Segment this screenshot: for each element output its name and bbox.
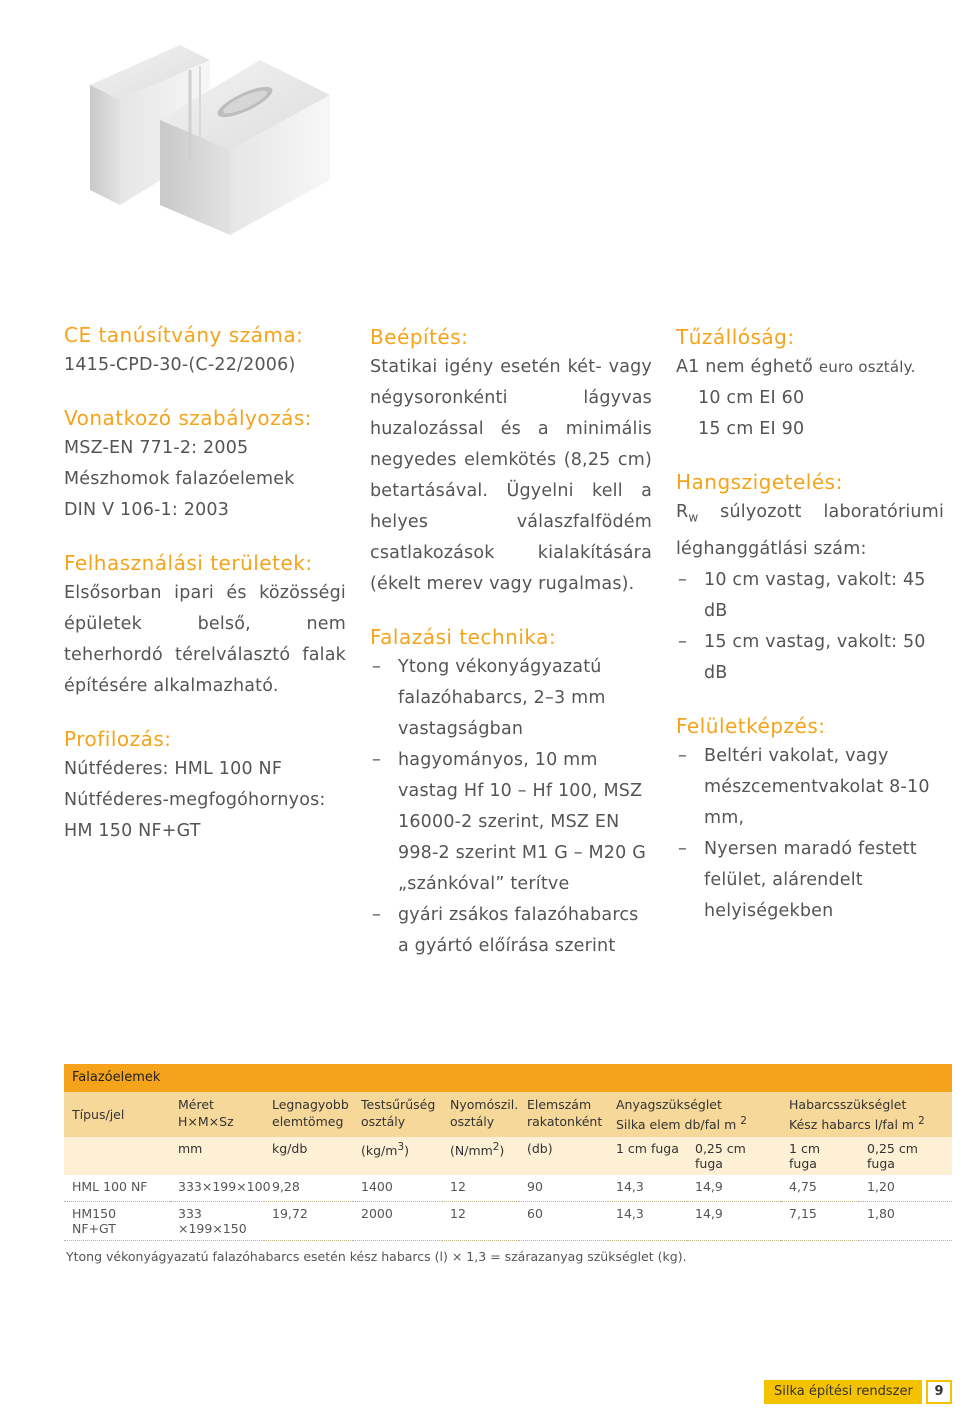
profile-heading: Profilozás: xyxy=(64,727,172,751)
unit-cell: mm xyxy=(170,1137,264,1175)
table-cell: 14,9 xyxy=(687,1175,781,1202)
profile-line: Nútféderes-megfogóhornyos: xyxy=(64,790,326,810)
unit-cell: 1 cm fuga xyxy=(781,1137,859,1175)
table-cell: 14,3 xyxy=(608,1175,687,1202)
table-cell: 1400 xyxy=(353,1175,442,1202)
header-pallet: Elemszám rakatonként xyxy=(519,1092,608,1137)
table-cell: 12 xyxy=(442,1202,519,1241)
unit-cell: $(kg/m^3)$ xyxy=(353,1137,442,1175)
table-cell: 2000 xyxy=(353,1202,442,1241)
header-strength: Nyomószil. osztály xyxy=(442,1092,519,1137)
sound-item: – 15 cm vastag, vakolt: 50 dB xyxy=(676,627,944,689)
surface-item: – Beltéri vakolat, vagy mészcementvakolat 8-10 mm, xyxy=(676,741,944,834)
unit-cell: $(N/mm^2)$ xyxy=(442,1137,519,1175)
header-mass: Legnagyobb elemtömeg xyxy=(264,1092,353,1137)
sound-r: R xyxy=(676,502,689,522)
table-cell: 19,72 xyxy=(264,1202,353,1241)
technique-item: – gyári zsákos falazóhabarcs a gyártó előírása szerint xyxy=(370,900,652,962)
ce-value: 1415-CPD-30-(C-22/2006) xyxy=(64,355,296,375)
surface-item: – Nyersen maradó festett felület, alárendelt helyiségekben xyxy=(676,834,944,927)
table-title: Falazóelemek xyxy=(64,1064,952,1092)
use-heading: Felhasználási területek: xyxy=(64,551,313,575)
table-row xyxy=(64,1175,952,1202)
silicate-block-image xyxy=(60,0,360,250)
table-note: Ytong vékonyágyazatú falazóhabarcs esetén kész habarcs (l) × 1,3 = szárazanyag szükséglet (kg). xyxy=(66,1249,687,1265)
table-cell: HM150 NF+GT xyxy=(64,1202,170,1241)
table-cell: 4,75 xyxy=(781,1175,859,1202)
fire-class xyxy=(676,352,944,383)
build-heading: Beépítés: xyxy=(370,325,469,349)
unit-cell: 0,25 cm fuga xyxy=(687,1137,781,1175)
ce-heading: CE tanúsítvány száma: xyxy=(64,323,304,347)
unit-cell: (db) xyxy=(519,1137,608,1175)
regulation-line: MSZ-EN 771-2: 2005 xyxy=(64,438,249,458)
technique-heading: Falazási technika: xyxy=(370,625,557,649)
table-cell: 12 xyxy=(442,1175,519,1202)
fire-line: 15 cm EI 90 xyxy=(698,419,805,439)
technique-item: – Ytong vékonyágyazatú falazóhabarcs, 2–3 mm vastagságban xyxy=(370,652,652,745)
column-right xyxy=(676,322,944,927)
technique-item: – hagyományos, 10 mm vastag Hf 10 – Hf 100, MSZ 16000-2 szerint, MSZ EN 998-2 szerint M1 G – M20 G „szánkóval” terítve xyxy=(370,745,652,900)
regulation-heading: Vonatkozó szabályozás: xyxy=(64,406,313,430)
fire-heading: Tűzállóság: xyxy=(676,325,795,349)
table-cell: 9,28 xyxy=(264,1175,353,1202)
table-cell: 7,15 xyxy=(781,1202,859,1241)
unit-cell: kg/db xyxy=(264,1137,353,1175)
sound-text xyxy=(676,497,944,565)
fire-line: 10 cm EI 60 xyxy=(698,388,805,408)
regulation-line: DIN V 106-1: 2003 xyxy=(64,500,230,520)
table-row xyxy=(64,1202,952,1241)
header-type: Típus/jel xyxy=(64,1092,170,1137)
header-size: Méret H×M×Sz xyxy=(170,1092,264,1137)
unit-cell: 0,25 cm fuga xyxy=(859,1137,952,1175)
regulation-line: Mészhomok falazóelemek xyxy=(64,469,295,489)
use-text: Elsősorban ipari és közösségi épületek belső, nem teherhordó térelválasztó falak építésére alkalmazható. xyxy=(64,583,346,696)
header-material: Anyagszükséglet Silka elem db/fal m $^2$ xyxy=(608,1092,781,1137)
header-density: Testsűrűség osztály xyxy=(353,1092,442,1137)
profile-line: HM 150 NF+GT xyxy=(64,821,201,841)
table-cell: 90 xyxy=(519,1175,608,1202)
table-header-row xyxy=(64,1092,952,1137)
unit-cell: 1 cm fuga xyxy=(608,1137,687,1175)
build-text: Statikai igény esetén két- vagy négysoronkénti lágyvas huzalozással és a minimális negyedes elemkötés (8,25 cm) betartásával. Ügyelni kell a helyes válaszfalfödém csatlakozások kialakítására (ékelt merev vagy rugalmas). xyxy=(370,357,652,594)
surface-heading: Felületképzés: xyxy=(676,713,826,738)
sound-item: – 10 cm vastag, vakolt: 45 dB xyxy=(676,565,944,627)
profile-line: Nútféderes: HML 100 NF xyxy=(64,759,283,779)
unit-cell xyxy=(64,1137,170,1175)
table-cell: 60 xyxy=(519,1202,608,1241)
table-units-row xyxy=(64,1137,952,1175)
column-middle xyxy=(370,322,652,962)
sound-heading: Hangszigetelés: xyxy=(676,470,843,494)
table-cell: 1,20 xyxy=(859,1175,952,1202)
table-cell: 14,9 xyxy=(687,1202,781,1241)
footer-label: Silka építési rendszer xyxy=(764,1380,922,1404)
header-mortar: Habarcsszükséglet Kész habarcs l/fal m $^2$ xyxy=(781,1092,952,1137)
table-cell: 333 ×199×150 xyxy=(170,1202,264,1241)
column-left xyxy=(64,320,346,847)
table-cell: HML 100 NF xyxy=(64,1175,170,1202)
fire-class-suffix: euro osztály. xyxy=(818,358,916,376)
data-table xyxy=(64,1092,952,1241)
blocks-table xyxy=(64,1064,952,1264)
page-number: 9 xyxy=(926,1380,952,1404)
fire-class-text: A1 nem éghető xyxy=(676,357,814,377)
table-cell: 1,80 xyxy=(859,1202,952,1241)
table-cell: 14,3 xyxy=(608,1202,687,1241)
table-cell: 333×199×100 xyxy=(170,1175,264,1202)
sound-r-sub: w xyxy=(688,510,699,525)
sound-desc: súlyozott laboratóriumi léghanggátlási szám: xyxy=(676,502,945,559)
